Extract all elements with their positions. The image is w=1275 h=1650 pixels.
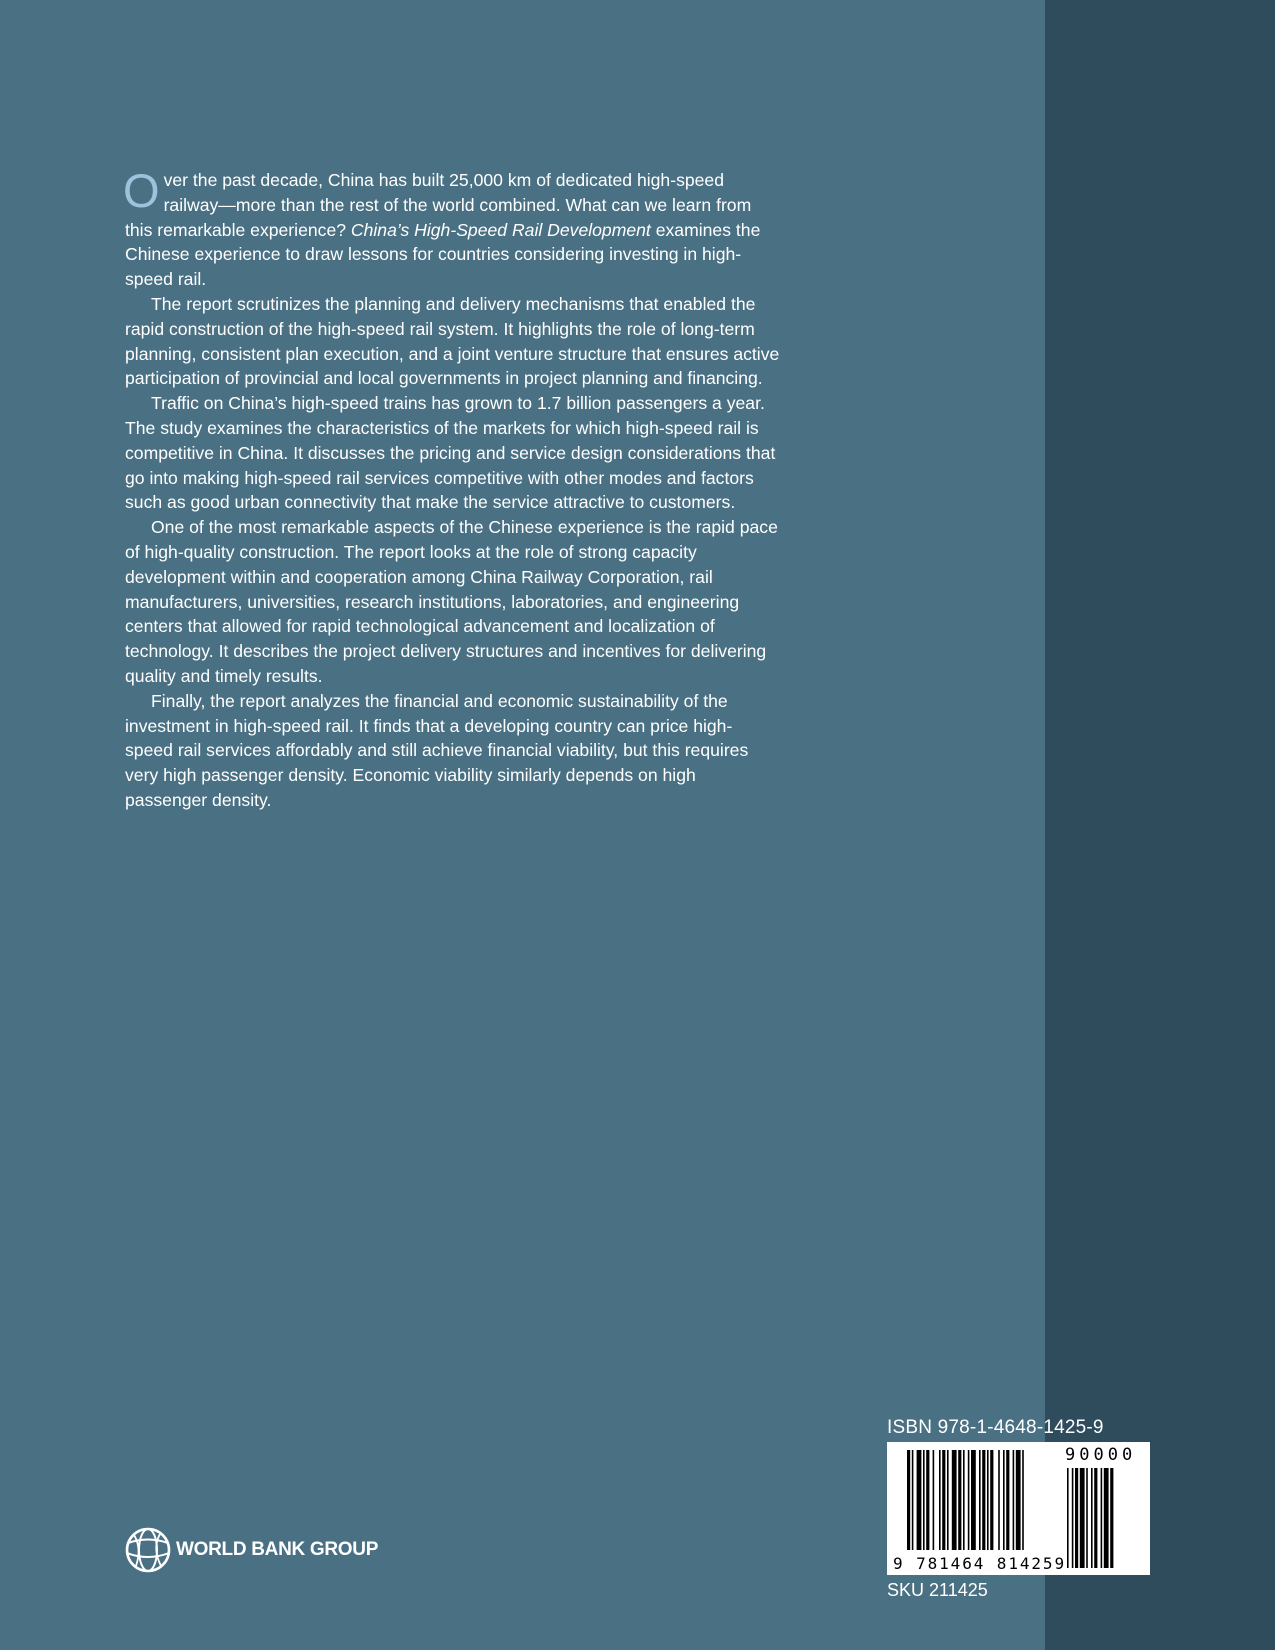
barcode-addon-bar [1067,1468,1069,1568]
barcode-addon-bar [1072,1468,1074,1568]
back-cover-blurb [123,164,780,813]
barcode-bar [1016,1450,1021,1550]
barcode-bar [939,1450,941,1550]
barcode-bar [923,1450,925,1550]
barcode-bar [1006,1450,1009,1550]
logo-text: WORLD BANK GROUP [176,1539,379,1560]
barcode-addon-bar [1091,1468,1093,1568]
barcode-bar [987,1450,989,1550]
barcode-bar [963,1450,965,1550]
barcode-bar [998,1450,1000,1550]
barcode-bar [958,1450,961,1550]
barcode-bar [926,1450,929,1550]
paragraph-1: Over the past decade, China has built 25,000 km of dedicated high-speed railway—more than the rest of the world combined. What can we learn from this remarkable experience? China’s High-Speed Rail Development examines the Chinese experience to draw lessons for countries considering investing in high-speed rail. [123,164,761,290]
barcode [887,1442,1150,1575]
barcode-bar [979,1450,981,1550]
paragraph-5: Finally, the report analyzes the financial and economic sustainability of the investment in high-speed rail. It finds that a developing country can price high-speed rail services affordably and still achieve financial viability, but this requires very high passenger density. Economic viability similarly depends on high passenger density. [125,690,749,810]
barcode-bar [1022,1450,1024,1550]
barcode-addon-bar [1086,1468,1088,1568]
barcode-bar [971,1450,976,1550]
isbn-label: ISBN 978-1-4648-1425-9 [887,1417,1104,1438]
paragraph-3: Traffic on China’s high-speed trains has grown to 1.7 billion passengers a year. The study examines the characteristics of the markets for which high-speed rail is competitive in China. It discusses the pricing and service design considerations that go into making high-speed rail services competitive with other modes and factors such as good urban connectivity that make the service attractive to customers. [125,393,776,513]
book-title-italic: China’s High-Speed Rail Development [350,219,651,240]
barcode-addon-digits: 90000 [1065,1445,1137,1465]
barcode-bar [917,1450,922,1550]
barcode-ean-digits: 9 781464 814259 [893,1554,1066,1573]
barcode-bar [982,1450,985,1550]
barcode-bar [947,1450,949,1550]
cover-spine [1045,0,1275,1650]
paragraph-2: The report scrutinizes the planning and delivery mechanisms that enabled the rapid construction of the high-speed rail system. It highlights the role of long-term planning, consistent plan execution, and a joint venture structure that ensures active participation of provincial and local governments in project planning and financing. [125,293,780,389]
barcode-bar [1003,1450,1005,1550]
world-bank-group-logo [124,1526,378,1574]
barcode-addon-bar [1101,1468,1103,1568]
barcode-bar [968,1450,970,1550]
barcode-bar [990,1450,993,1550]
sku-label: SKU 211425 [887,1580,988,1600]
barcode-addon-bar [1094,1468,1097,1568]
barcode-bar [942,1450,945,1550]
barcode-addon-bar [1075,1468,1078,1568]
barcode-bar [952,1450,957,1550]
barcode-bar [1013,1450,1015,1550]
barcode-addon-bar [1110,1468,1113,1568]
drop-cap: O [123,164,160,217]
paragraph-4: One of the most remarkable aspects of the Chinese experience is the rapid pace of high-quality construction. The report looks at the role of strong capacity development within and cooperation among China Railway Corporation, rail manufacturers, universities, research institutions, laboratories, and engineering centers that allowed for rapid technological advancement and localization of technology. It describes the project delivery structures and incentives for delivering quality and timely results. [125,517,778,686]
barcode-addon-bar [1104,1468,1109,1568]
barcode-bar [933,1450,935,1550]
barcode-bar [912,1450,914,1550]
barcode-addon-bar [1080,1468,1085,1568]
barcode-bar [907,1450,910,1550]
globe-icon [124,1526,172,1574]
